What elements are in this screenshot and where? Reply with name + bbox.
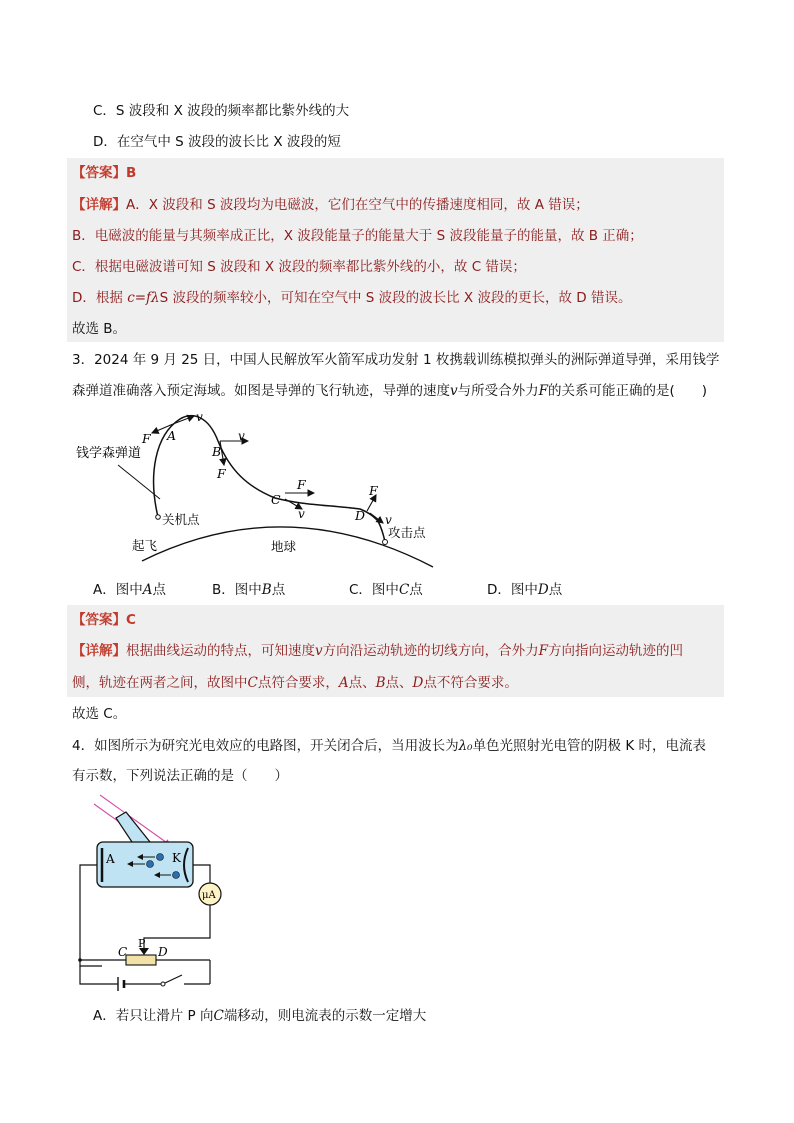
electron-1 [157, 854, 164, 861]
attack-point [383, 540, 388, 545]
label-qifei: 起飞 [132, 538, 158, 553]
symbol-D: D [412, 675, 424, 691]
rheostat [126, 955, 156, 965]
detail-text: D．根据 [72, 290, 128, 306]
q4-stem-line-2: 有示数，下列说法正确的是（ ） [72, 768, 288, 784]
label-v-d: v [385, 513, 392, 527]
q2-answer [72, 163, 136, 183]
q2-option-d: D．在空气中 S 波段的波长比 X 波段的短 [93, 134, 341, 150]
q2-detail-line-3: C．根据电磁波谱可知 S 波段和 X 波段的频率都比紫外线的小，故 C 错误； [72, 259, 526, 275]
opt-point: B [261, 582, 272, 598]
wire-meter-to-slider [144, 905, 210, 952]
electron-3 [173, 872, 180, 879]
q4-stem-line-1 [72, 736, 706, 756]
stem-text: 4．如图所示为研究光电效应的电路图，开关闭合后，当用波长为 [72, 738, 459, 754]
opt-point: D [537, 582, 549, 598]
detail-tag: 【详解】 [72, 643, 126, 659]
q3-conclusion: 故选 C。 [72, 706, 127, 722]
label-v-c: v [298, 507, 305, 521]
symbol-C: C [213, 1008, 224, 1024]
velocity-arrow-d [370, 513, 383, 523]
wire-right-top [193, 865, 210, 883]
answer-tag: 【答案】 [72, 612, 126, 628]
detail-text: 方向指向运动轨迹的凹 [548, 643, 684, 659]
q3-detail-line-2 [72, 673, 518, 693]
label-F-a: F [142, 431, 151, 446]
q2-detail-line-1 [72, 195, 589, 215]
q3-option-c [349, 580, 423, 600]
opt-text: 点 [271, 582, 286, 598]
q3-option-a [93, 580, 166, 600]
label-p: P [138, 937, 146, 950]
detail-text: 根据曲线运动的特点，可知速度 [126, 643, 315, 659]
detail-text: 侧，轨迹在两者之间，故图中 [72, 675, 248, 691]
label-point-d: D [355, 508, 366, 523]
q3-option-d [487, 580, 562, 600]
q2-option-c: C．S 波段和 X 波段的频率都比紫外线的大 [93, 103, 350, 119]
opt-text: D．图中 [487, 582, 538, 598]
symbol-C: C [247, 675, 258, 691]
label-cathode: K [172, 851, 181, 865]
stem-text: 单色光照射光电管的阴极 K 时，电流表 [472, 738, 706, 754]
opt-point: A [142, 582, 153, 598]
label-point-c: C [271, 492, 281, 507]
label-diqiu: 地球 [271, 539, 297, 554]
detail-text: 点、 [348, 675, 376, 691]
opt-point: C [398, 582, 410, 598]
symbol-F: F [538, 643, 549, 659]
label-v-b: v [238, 429, 245, 443]
answer-value: C [126, 612, 136, 628]
stem-text: 的关系可能正确的是( ) [548, 383, 708, 399]
opt-text: 端移动，则电流表的示数一定增大 [223, 1008, 427, 1024]
electron-2 [147, 861, 154, 868]
switch-lever [165, 975, 182, 983]
detail-text: 方向沿运动轨迹的切线方向，合外力 [322, 643, 539, 659]
q3-answer [72, 610, 136, 630]
detail-text: 点不符合要求。 [423, 675, 518, 691]
formula: c=fλ [127, 290, 160, 306]
label-F-c: F [297, 477, 306, 492]
q3-stem-line-1: 3．2024 年 9 月 25 日，中国人民解放军火箭军成功发射 1 枚携载训练模拟弹头的洲际弹道导弹，采用钱学 [72, 352, 720, 368]
guanji-point [156, 515, 161, 520]
answer-value: B [126, 165, 137, 181]
opt-text: 点 [409, 582, 423, 598]
meter-label: μA [202, 890, 216, 901]
detail-text: 点符合要求， [257, 675, 339, 691]
q3-stem-line-2 [72, 381, 707, 401]
junction-dot [78, 958, 82, 962]
label-v-a: v [196, 410, 203, 424]
opt-text: 点 [548, 582, 563, 598]
symbol-v: v [450, 383, 458, 399]
label-point-b: B [212, 444, 222, 459]
opt-text: A．若只让滑片 P 向 [93, 1008, 214, 1024]
label-F-d: F [369, 483, 378, 498]
answer-tag: 【答案】 [72, 165, 126, 181]
label-point-a: A [167, 428, 177, 443]
label-gongji: 攻击点 [388, 525, 426, 540]
q2-detail-line-2: B．电磁波的能量与其频率成正比，X 波段能量子的能量大于 S 波段能量子的能量，故 B 正确； [72, 228, 643, 244]
q3-option-b [212, 580, 285, 600]
opt-text: A．图中 [93, 582, 143, 598]
detail-text: 点、 [385, 675, 413, 691]
q2-answer-panel [67, 158, 724, 342]
switch-contact [161, 982, 165, 986]
symbol-v: v [315, 643, 323, 659]
label-qian: 钱学森弹道 [76, 446, 142, 461]
detail-tag: 【详解】 [72, 197, 126, 213]
opt-text: B．图中 [212, 582, 262, 598]
photoelectric-circuit-figure [66, 790, 246, 1000]
wire-bottom-left [80, 966, 118, 984]
q3-detail-line-1 [72, 641, 683, 661]
label-guanji: 关机点 [162, 512, 200, 527]
symbol-B: B [375, 675, 386, 691]
opt-text: C．图中 [349, 582, 399, 598]
label-anode: A [106, 852, 115, 866]
detail-text: S 波段的频率较小，可知在空气中 S 波段的波长比 X 波段的更长，故 D 错误。 [159, 290, 632, 306]
trajectory-figure [70, 405, 450, 570]
label-F-b: F [217, 466, 226, 481]
opt-text: 点 [152, 582, 166, 598]
symbol-F: F [538, 383, 549, 399]
q2-conclusion: 故选 B。 [72, 321, 127, 337]
label-c: C [118, 945, 128, 959]
label-d: D [158, 945, 168, 959]
stem-text: 森弹道准确落入预定海域。如图是导弹的飞行轨迹，导弹的速度 [72, 383, 450, 399]
detail-text: A．X 波段和 S 波段均为电磁波，它们在空气中的传播速度相同，故 A 错误； [126, 197, 589, 213]
symbol-A: A [338, 675, 349, 691]
q4-option-a [93, 1006, 426, 1026]
stem-text: 与所受合外力 [457, 383, 539, 399]
symbol-lambda: λ₀ [458, 738, 473, 754]
q2-detail-line-4 [72, 288, 631, 308]
